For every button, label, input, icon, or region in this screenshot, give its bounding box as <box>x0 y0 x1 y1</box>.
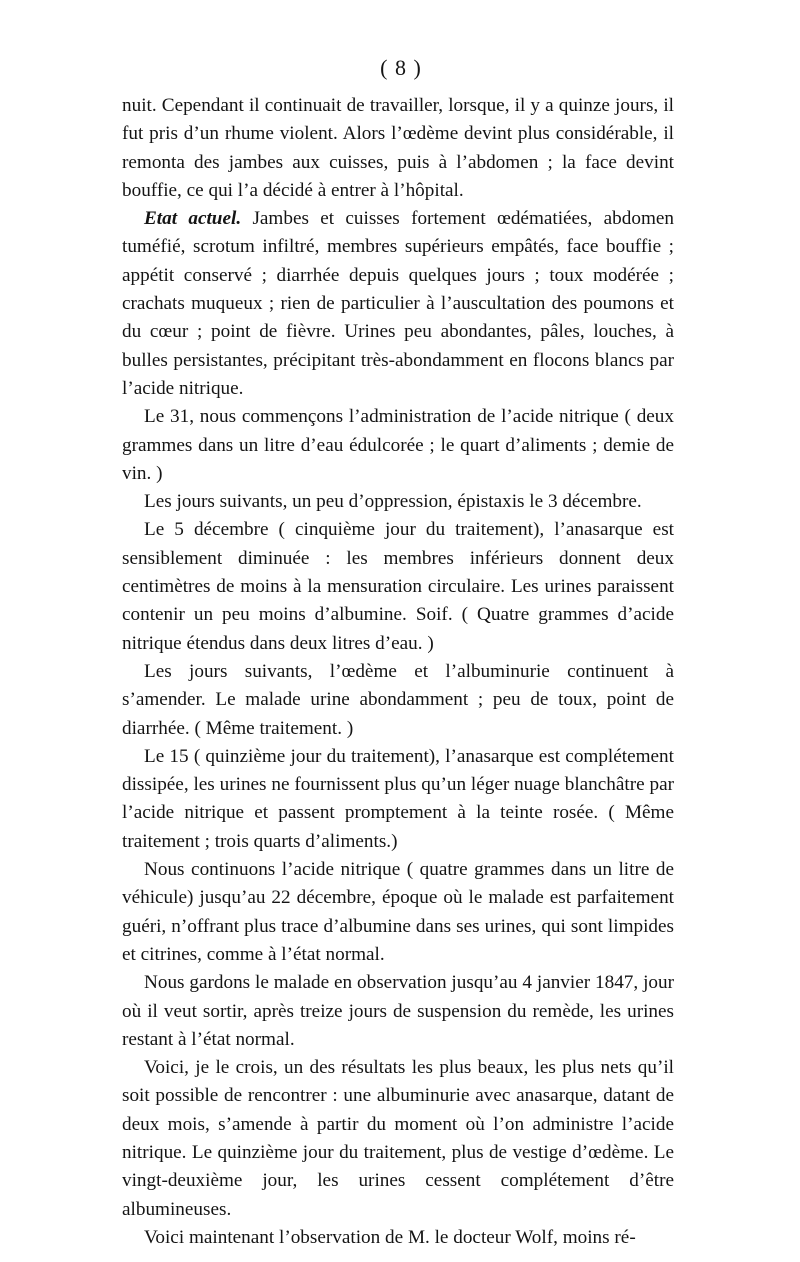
paragraph <box>122 969 674 1054</box>
paragraph <box>122 743 674 856</box>
paragraph <box>122 92 674 205</box>
paragraph-text: Les jours suivants, un peu d’oppression, épistaxis le 3 décembre. <box>144 491 642 513</box>
paragraph-text: nuit. Cependant il continuait de travailler, lorsque, il y a quinze jours, il fut pris d’un rhume violent. Alors l’œdème devint plus considérable, il remonta des jambes aux cuisses, puis à l’abdomen ; la face devint bouffie, ce qui l’a décidé à entrer à l’hôpital. <box>122 95 674 201</box>
paragraph <box>122 403 674 488</box>
paragraph-text: Voici maintenant l’observation de M. le docteur Wolf, moins ré- <box>144 1226 636 1248</box>
section-runin-heading: Etat actuel. <box>144 208 242 230</box>
paragraph <box>122 205 674 403</box>
paragraph-text: Voici, je le crois, un des résultats les plus beaux, les plus nets qu’il soit possible de rencontrer : une albuminurie avec anasarque, datant de deux mois, s’amende à partir du moment où l’on administre l’acide nitrique. Le quinzième jour du traitement, plus de vestige d’œdème. Le vingt-deuxième jour, les urines cessent complétement d’être albumineuses. <box>122 1057 674 1220</box>
paragraph-text: Nous gardons le malade en observation jusqu’au 4 janvier 1847, jour où il veut sortir, après treize jours de suspension du remède, les urines restant à l’état normal. <box>122 972 674 1050</box>
book-page <box>122 50 674 1252</box>
paragraph-text: Le 31, nous commençons l’administration de l’acide nitrique ( deux grammes dans un litre d’eau édulcorée ; le quart d’aliments ; demie de vin. ) <box>122 406 674 484</box>
paragraph-text: Les jours suivants, l’œdème et l’albuminurie continuent à s’amender. Le malade urine abondamment ; peu de toux, point de diarrhée. ( Même traitement. ) <box>122 660 674 739</box>
paragraph-text: Le 5 décembre ( cinquième jour du traitement), l’anasarque est sensiblement diminuée : les membres inférieurs donnent deux centimètres de moins à la mensuration circulaire. Les urines paraissent contenir un peu moins d’albumine. Soif. ( Quatre grammes d’acide nitrique étendus dans deux litres d’eau. ) <box>122 519 674 654</box>
paragraph <box>122 658 674 743</box>
paragraph <box>122 516 674 657</box>
paragraph-text: Jambes et cuisses fortement œdématiées, abdomen tuméfié, scrotum infiltré, membres supérieurs empâtés, face bouffie ; appétit conservé ; diarrhée depuis quelques jours ; toux modérée ; crachats muqueux ; rien de particulier à l’auscultation des poumons et du cœur ; point de fièvre. Urines peu abondantes, pâles, louches, à bulles persistantes, précipitant très-abondamment en flocons blancs par l’acide nitrique. <box>122 208 674 399</box>
paragraph <box>122 1224 674 1252</box>
paragraph-text: Le 15 ( quinzième jour du traitement), l’anasarque est complétement dissipée, les urines ne fournissent plus qu’un léger nuage blanchâtre par l’acide nitrique et passent promptement à la teinte rosée. ( Même traitement ; trois quarts d’aliments.) <box>122 745 674 852</box>
paragraph-text: Nous continuons l’acide nitrique ( quatre grammes dans un litre de véhicule) jusqu’au 22 décembre, époque où le malade est parfaitement guéri, n’offrant plus trace d’albumine dans ses urines, qui sont limpides et citrines, comme à l’état normal. <box>122 859 674 965</box>
paragraph <box>122 856 674 969</box>
paragraph <box>122 1054 674 1224</box>
paragraph <box>122 488 674 516</box>
page-number: ( 8 ) <box>380 55 422 80</box>
